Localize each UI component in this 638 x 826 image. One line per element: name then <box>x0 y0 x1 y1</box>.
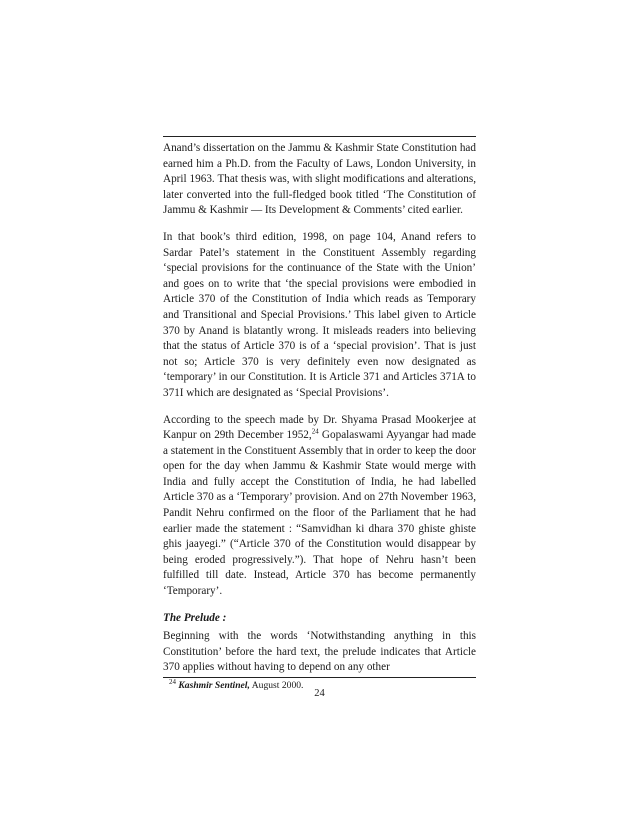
page-number: 24 <box>314 688 325 699</box>
footnote-reference: 24 <box>311 427 319 436</box>
page-body <box>163 136 476 692</box>
footnote-source: Kashmir Sentinel, <box>178 680 250 691</box>
paragraph-3-part-2: Gopalaswami Ayyangar had made a statement in the Constituent Assembly that in order to keep the door open for the day when Jammu & Kashmir State would merge with India and fully accept the Constitution of India, he had labelled Article 370 as a ‘Temporary’ provision. And on 27th November 1963, Pandit Nehru confirmed on the floor of the Parliament that he had earlier made the statement : “Samvidhan ki dhara 370 ghiste ghiste ghis jaayegi.” (“Article 370 of the Constitution would disappear by being eroded progressively.”). That hope of Nehru hasn’t been fulfilled till date. Instead, Article 370 has become permanently ‘Temporary’. <box>163 429 476 598</box>
paragraph-3-part-1: According to the speech made by Dr. Shyama Prasad Mookerjee at Kanpur on 29th December 1952, <box>163 413 476 442</box>
top-rule <box>163 136 476 137</box>
paragraph-4: Beginning with the words ‘Notwithstanding anything in this Constitution’ before the hard text, the prelude indicates that Article 370 applies without having to depend on any other <box>163 630 476 674</box>
paragraph-2: In that book’s third edition, 1998, on page 104, Anand refers to Sardar Patel’s statement in the Constituent Assembly regarding ‘special provisions for the continuance of the State with the Union’ and goes on to write that ‘the special provisions were embodied in Article 370 of the Constitution of India which reads as Temporary and Transitional and Special Provisions.’ This label given to Article 370 by Anand is blatantly wrong. It misleads readers into believing that the status of Article 370 is of a ‘special provision’. That is just not so; Article 370 is very definitely even now designated as ‘temporary’ in our Constitution. It is Article 371 and Articles 371A to 371I which are designated as ‘Special Provisions’. <box>163 230 476 399</box>
paragraph-1: Anand’s dissertation on the Jammu & Kashmir State Constitution had earned him a Ph.D. from the Faculty of Laws, London University, in April 1963. That thesis was, with slight modifications and alterations, later converted into the full-fledged book titled ‘The Constitution of Jammu & Kashmir — Its Development & Comments’ cited earlier. <box>163 142 476 217</box>
section-heading: The Prelude : <box>163 611 227 624</box>
footnote-rule <box>163 677 476 678</box>
paragraph-3 <box>163 413 476 600</box>
footnote-date: August 2000. <box>249 680 304 691</box>
footnote-number: 24 <box>169 677 176 686</box>
